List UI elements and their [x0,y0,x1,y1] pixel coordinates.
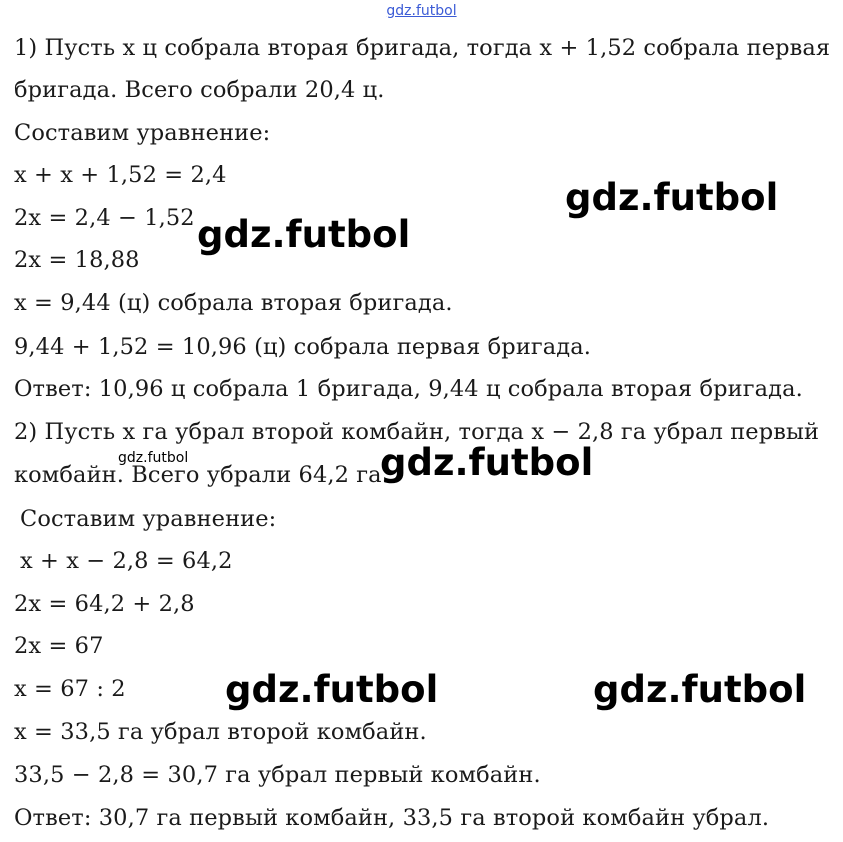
solution-line-18: 33,5 − 2,8 = 30,7 га убрал первый комбайн. [14,762,541,788]
watermark-large-4: gdz.futbol [225,668,439,711]
watermark-large-5: gdz.futbol [593,668,807,711]
watermark-large-3: gdz.futbol [380,441,594,484]
solution-line-5: 2x = 2,4 − 1,52 [14,205,195,231]
watermark-large-2: gdz.futbol [197,213,411,256]
watermark-large-1: gdz.futbol [565,176,779,219]
solution-line-12: Составим уравнение: [20,506,277,532]
solution-line-2: бригада. Всего собрали 20,4 ц. [14,77,385,103]
solution-line-7: x = 9,44 (ц) собрала вторая бригада. [14,290,453,316]
solution-line-4: x + x + 1,52 = 2,4 [14,162,227,188]
solution-line-10: 2) Пусть x га убрал второй комбайн, тогда x − 2,8 га убрал первый [14,419,820,445]
solution-line-8: 9,44 + 1,52 = 10,96 (ц) собрала первая бригада. [14,334,592,360]
solution-line-1: 1) Пусть x ц собрала вторая бригада, тогда x + 1,52 собрала первая [14,35,831,61]
solution-line-16: x = 67 : 2 [14,676,126,702]
solution-line-19: Ответ: 30,7 га первый комбайн, 33,5 га второй комбайн убрал. [14,805,770,831]
solution-line-17: x = 33,5 га убрал второй комбайн. [14,719,427,745]
solution-line-13: x + x − 2,8 = 64,2 [20,548,233,574]
solution-line-6: 2x = 18,88 [14,247,140,273]
solution-line-11: комбайн. Всего убрали 64,2 га. [14,462,389,488]
solution-line-3: Составим уравнение: [14,120,271,146]
solution-line-14: 2x = 64,2 + 2,8 [14,591,195,617]
solution-line-15: 2x = 67 [14,633,104,659]
solution-line-9: Ответ: 10,96 ц собрала 1 бригада, 9,44 ц собрала вторая бригада. [14,376,803,402]
watermark-small: gdz.futbol [118,450,189,466]
site-mark-top[interactable]: gdz.futbol [386,3,457,19]
